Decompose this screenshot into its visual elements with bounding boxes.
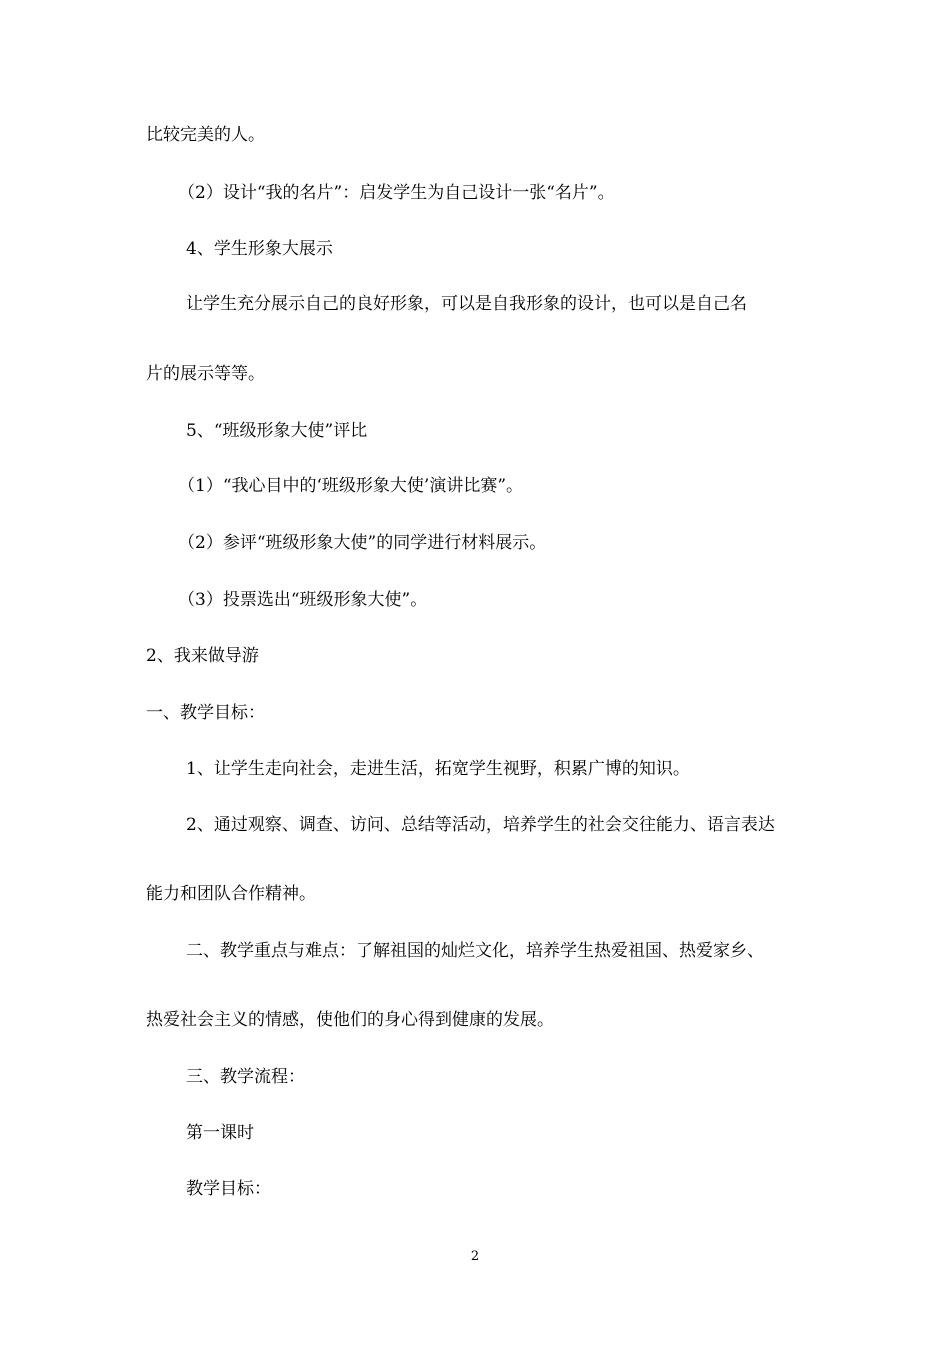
paragraph-line: 热爱社会主义的情感，使他们的身心得到健康的发展。 xyxy=(146,1010,554,1030)
paragraph-line: 二、教学重点与难点：了解祖国的灿烂文化，培养学生热爱祖国、热爱家乡、 xyxy=(186,941,764,961)
paragraph-line: 2、通过观察、调查、访问、总结等活动，培养学生的社会交往能力、语言表达 xyxy=(186,815,775,835)
paragraph-line: 让学生充分展示自己的良好形象，可以是自我形象的设计，也可以是自己名 xyxy=(186,294,747,314)
paragraph-line: 第一课时 xyxy=(186,1123,254,1143)
paragraph-line: 5、“班级形象大使”评比 xyxy=(186,421,368,441)
paragraph-line: 三、教学流程： xyxy=(186,1067,305,1087)
paragraph-line: 一、教学目标： xyxy=(146,703,265,723)
paragraph-line: （1）“我心目中的‘班级形象大使’演讲比赛”。 xyxy=(178,476,524,496)
paragraph-line: （3）投票选出“班级形象大使”。 xyxy=(178,590,428,610)
paragraph-line: （2）设计“我的名片”：启发学生为自己设计一张“名片”。 xyxy=(178,183,615,203)
paragraph-line: 能力和团队合作精神。 xyxy=(146,884,316,904)
paragraph-line: （2）参评“班级形象大使”的同学进行材料展示。 xyxy=(178,533,547,553)
paragraph-line: 教学目标： xyxy=(186,1179,271,1199)
paragraph-line: 比较完美的人。 xyxy=(146,125,265,145)
paragraph-line: 1、让学生走向社会，走进生活，拓宽学生视野，积累广博的知识。 xyxy=(186,759,690,779)
paragraph-line: 片的展示等等。 xyxy=(146,364,265,384)
page-number: 2 xyxy=(470,1249,480,1264)
paragraph-line: 4、学生形象大展示 xyxy=(186,239,333,259)
paragraph-line: 2、我来做导游 xyxy=(146,646,259,666)
